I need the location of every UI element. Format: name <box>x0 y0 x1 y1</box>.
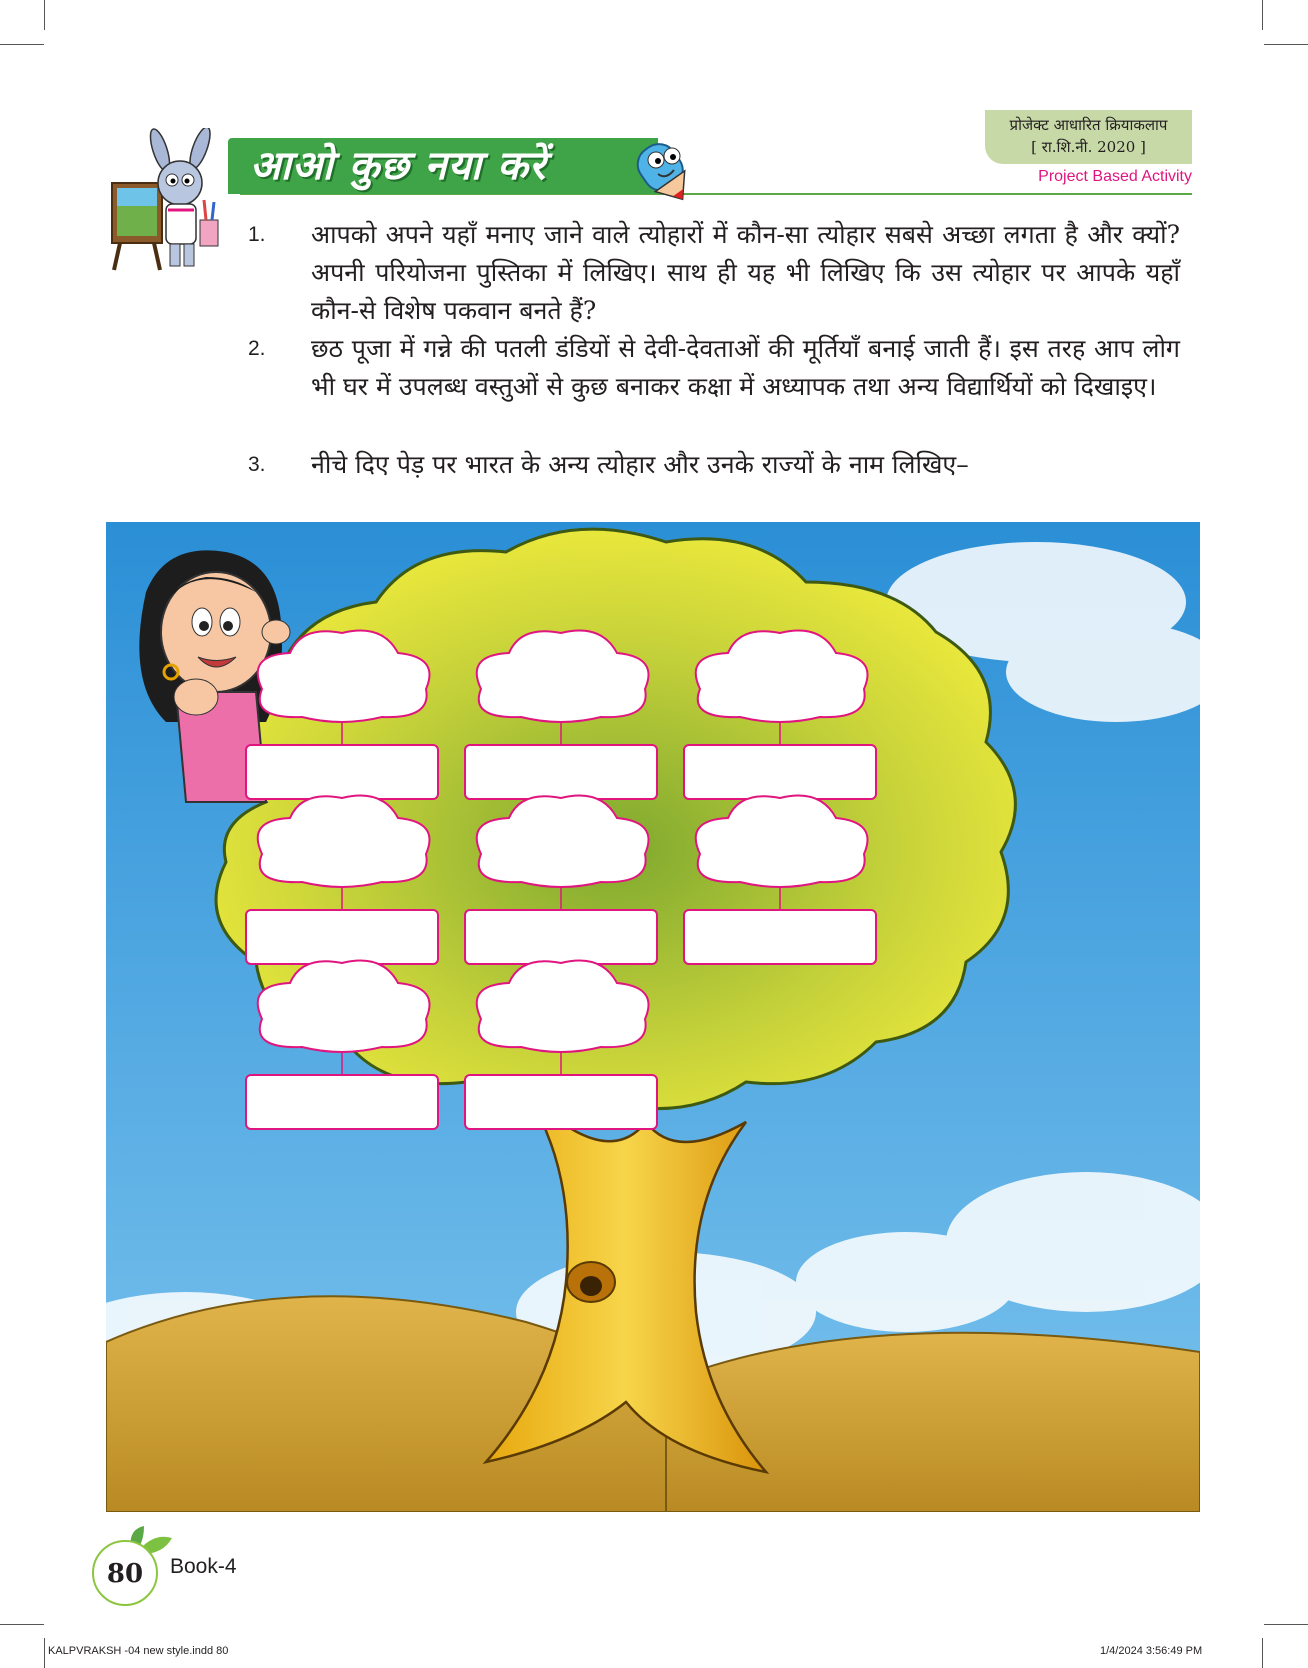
state-box-blank[interactable] <box>246 910 438 964</box>
crop-mark <box>1264 1624 1308 1625</box>
activity-tag <box>985 110 1192 164</box>
question-text: छठ पूजा में गन्ने की पतली डंडियों से देवी-देवताओं की मूर्तियाँ बनाई जाती हैं। इस तरह आप लोग भी घर में उपलब्ध वस्तुओं से कुछ बनाकर कक्षा में अध्यापक तथा अन्य विद्यार्थियों को दिखाइए। <box>311 334 1180 401</box>
state-box-blank[interactable] <box>465 745 657 799</box>
section-title: आओ कुछ नया करें <box>250 143 547 189</box>
state-box-blank[interactable] <box>246 745 438 799</box>
question-text: आपको अपने यहाँ मनाए जाने वाले त्योहारों में कौन-सा त्योहार सबसे अच्छा लगता है और क्यों? अपनी परियोजना पुस्तिका में लिखिए। साथ ही यह भी लिखिए कि उस त्योहार पर आपके यहाँ कौन-से विशेष पकवान बनते हैं? <box>311 220 1180 325</box>
print-slug-date: 1/4/2024 3:56:49 PM <box>1100 1645 1203 1657</box>
state-box-blank[interactable] <box>465 910 657 964</box>
crop-mark <box>1262 0 1263 30</box>
festival-state-slot[interactable] <box>684 631 876 800</box>
crop-mark <box>0 44 44 45</box>
festival-state-slot[interactable] <box>246 631 438 800</box>
rabbit-painter-illustration <box>108 128 228 273</box>
festival-state-slot[interactable] <box>684 796 876 965</box>
state-box-blank[interactable] <box>246 1075 438 1129</box>
question-number: 3. <box>248 453 266 476</box>
state-box-blank[interactable] <box>465 1075 657 1129</box>
question-number: 2. <box>248 337 266 360</box>
festival-state-slot[interactable] <box>246 961 438 1130</box>
state-box-blank[interactable] <box>684 910 876 964</box>
print-slug-file: KALPVRAKSH -04 new style.indd 80 <box>48 1645 229 1657</box>
festival-state-slot[interactable] <box>246 796 438 965</box>
state-box-blank[interactable] <box>684 745 876 799</box>
book-label: Book-4 <box>170 1555 237 1578</box>
festival-state-slot[interactable] <box>465 961 657 1130</box>
crop-mark <box>44 0 45 30</box>
crop-mark <box>0 1624 44 1625</box>
festival-tree-illustration <box>106 522 1200 1512</box>
festival-state-slot[interactable] <box>465 796 657 965</box>
page-number: 80 <box>92 1540 158 1606</box>
question-3 <box>248 446 1180 484</box>
festival-state-slot[interactable] <box>465 631 657 800</box>
crop-mark <box>1264 44 1308 45</box>
crop-mark <box>44 1638 45 1668</box>
pencil-mascot-icon <box>628 132 710 204</box>
question-number: 1. <box>248 223 266 246</box>
crop-mark <box>1262 1638 1263 1668</box>
tag-hindi: प्रोजेक्ट आधारित क्रियाकलाप <box>1009 116 1168 134</box>
question-2 <box>248 330 1180 406</box>
tag-english: Project Based Activity <box>1038 168 1192 185</box>
tag-policy: [ रा.शि.नी. 2020 ] <box>1031 138 1146 156</box>
question-1 <box>248 216 1180 330</box>
question-text: नीचे दिए पेड़ पर भारत के अन्य त्योहार और उनके राज्यों के नाम लिखिए– <box>311 450 969 479</box>
